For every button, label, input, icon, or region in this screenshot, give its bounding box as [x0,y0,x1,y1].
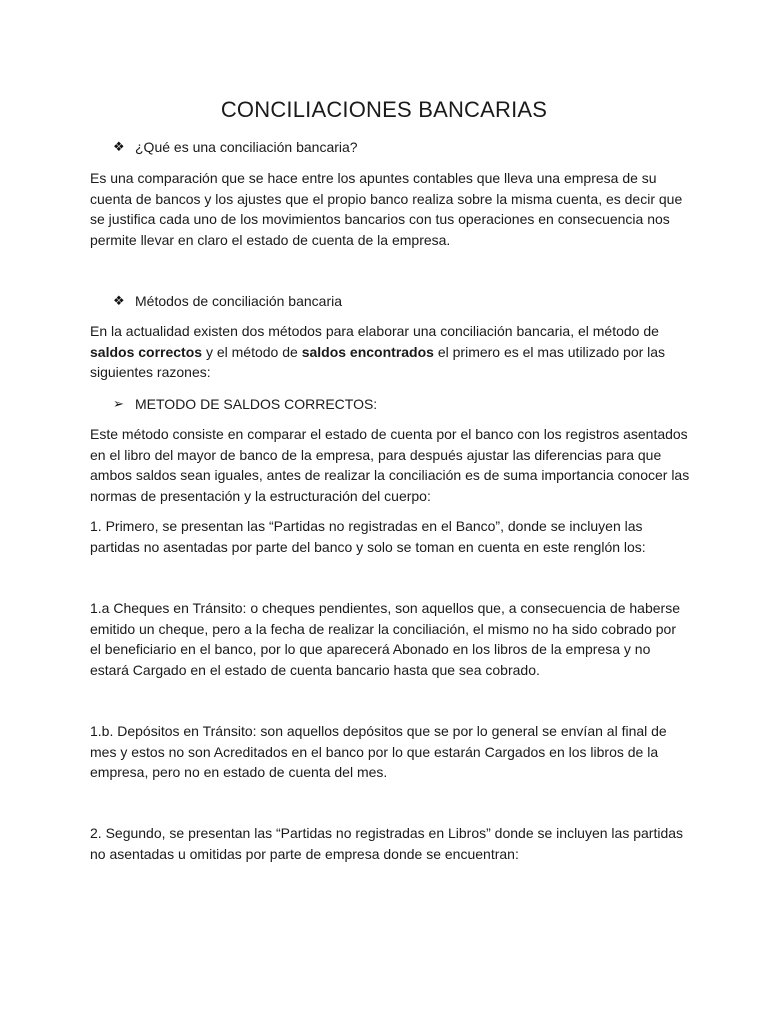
text-line: estará Cargado en el estado de cuenta bancario hasta que sea cobrado. [90,661,540,678]
text-line: 1.a Cheques en Tránsito: o cheques pendientes, son aquellos que, a consecuencia de haberse [90,600,680,616]
bullet-text: ¿Qué es una conciliación bancaria? [135,139,358,155]
bullet-text: Métodos de conciliación bancaria [135,293,343,309]
text-line: no asentadas u omitidas por parte de empresa donde se encuentran: [90,845,519,862]
bullet-saldos-correctos [113,394,377,414]
text-line: 1. Primero, se presentan las “Partidas no registradas en el Banco”, donde se incluyen las [90,518,643,534]
text-line: cuenta de bancos y los ajustes que el propio banco realiza sobre la misma cuenta, es decir que [90,190,683,207]
paragraph-step-2 [90,823,690,864]
text-line: el beneficiario en el banco, por lo que aparecerá Abonado en los libros de la empresa y no [90,641,651,658]
bullet-what-is [113,137,358,157]
text-span: y el método de [202,343,302,360]
text-line: siguientes razones: [90,364,211,381]
text-line [90,342,690,363]
paragraph-step-1b [90,721,690,783]
text-line: empresa, pero no en estado de cuenta del mes. [90,764,388,781]
text-line: permite llevar en claro el estado de cuenta de la empresa. [90,231,451,248]
bold-term: saldos correctos [90,343,203,360]
paragraph-step-1 [90,516,690,557]
text-line: 2. Segundo, se presentan las “Partidas no registradas en Libros” donde se incluyen las partidas [90,825,684,841]
arrowhead-bullet-icon: ➢ [113,396,124,411]
text-span: el primero es el mas utilizado por las [433,343,666,360]
paragraph-methods [90,321,690,383]
paragraph-method-description [90,424,690,506]
text-line: Este método consiste en comparar el estado de cuenta por el banco con los registros asentados [90,426,688,442]
diamond-bullet-icon: ❖ [113,139,125,154]
paragraph-definition [90,168,690,250]
paragraph-step-1a [90,598,690,680]
text-line: en el libro del mayor de banco de la empresa, para después ajustar las diferencias para que [90,446,662,463]
text-line: En la actualidad existen dos métodos para elaborar una conciliación bancaria, el método de [90,323,659,339]
bold-term: saldos encontrados [301,343,434,360]
text-line: ambos saldos sean iguales, antes de realizar la conciliación es de suma importancia conocer las [90,467,690,484]
text-line: se justifica cada uno de los movimientos bancarios con tus operaciones en consecuencia nos [90,211,670,228]
document-title: CONCILIACIONES BANCARIAS [220,97,548,122]
bullet-methods [113,291,342,311]
text-line: partidas no asentadas por parte del banco y solo se toman en cuenta en este renglón los: [90,538,646,555]
text-line: emitido un cheque, pero a la fecha de realizar la conciliación, el mismo no ha sido cobrado por [90,620,677,637]
text-line: normas de presentación y la estructuración del cuerpo: [90,487,431,504]
bullet-text: METODO DE SALDOS CORRECTOS: [135,396,378,412]
text-line: 1.b. Depósitos en Tránsito: son aquellos depósitos que se por lo general se envían al final de [90,723,667,739]
diamond-bullet-icon: ❖ [113,293,125,308]
text-line: Es una comparación que se hace entre los apuntes contables que lleva una empresa de su [90,170,657,186]
text-line: mes y estos no son Acreditados en el banco por lo que estarán Cargados en los libros de la [90,743,659,760]
